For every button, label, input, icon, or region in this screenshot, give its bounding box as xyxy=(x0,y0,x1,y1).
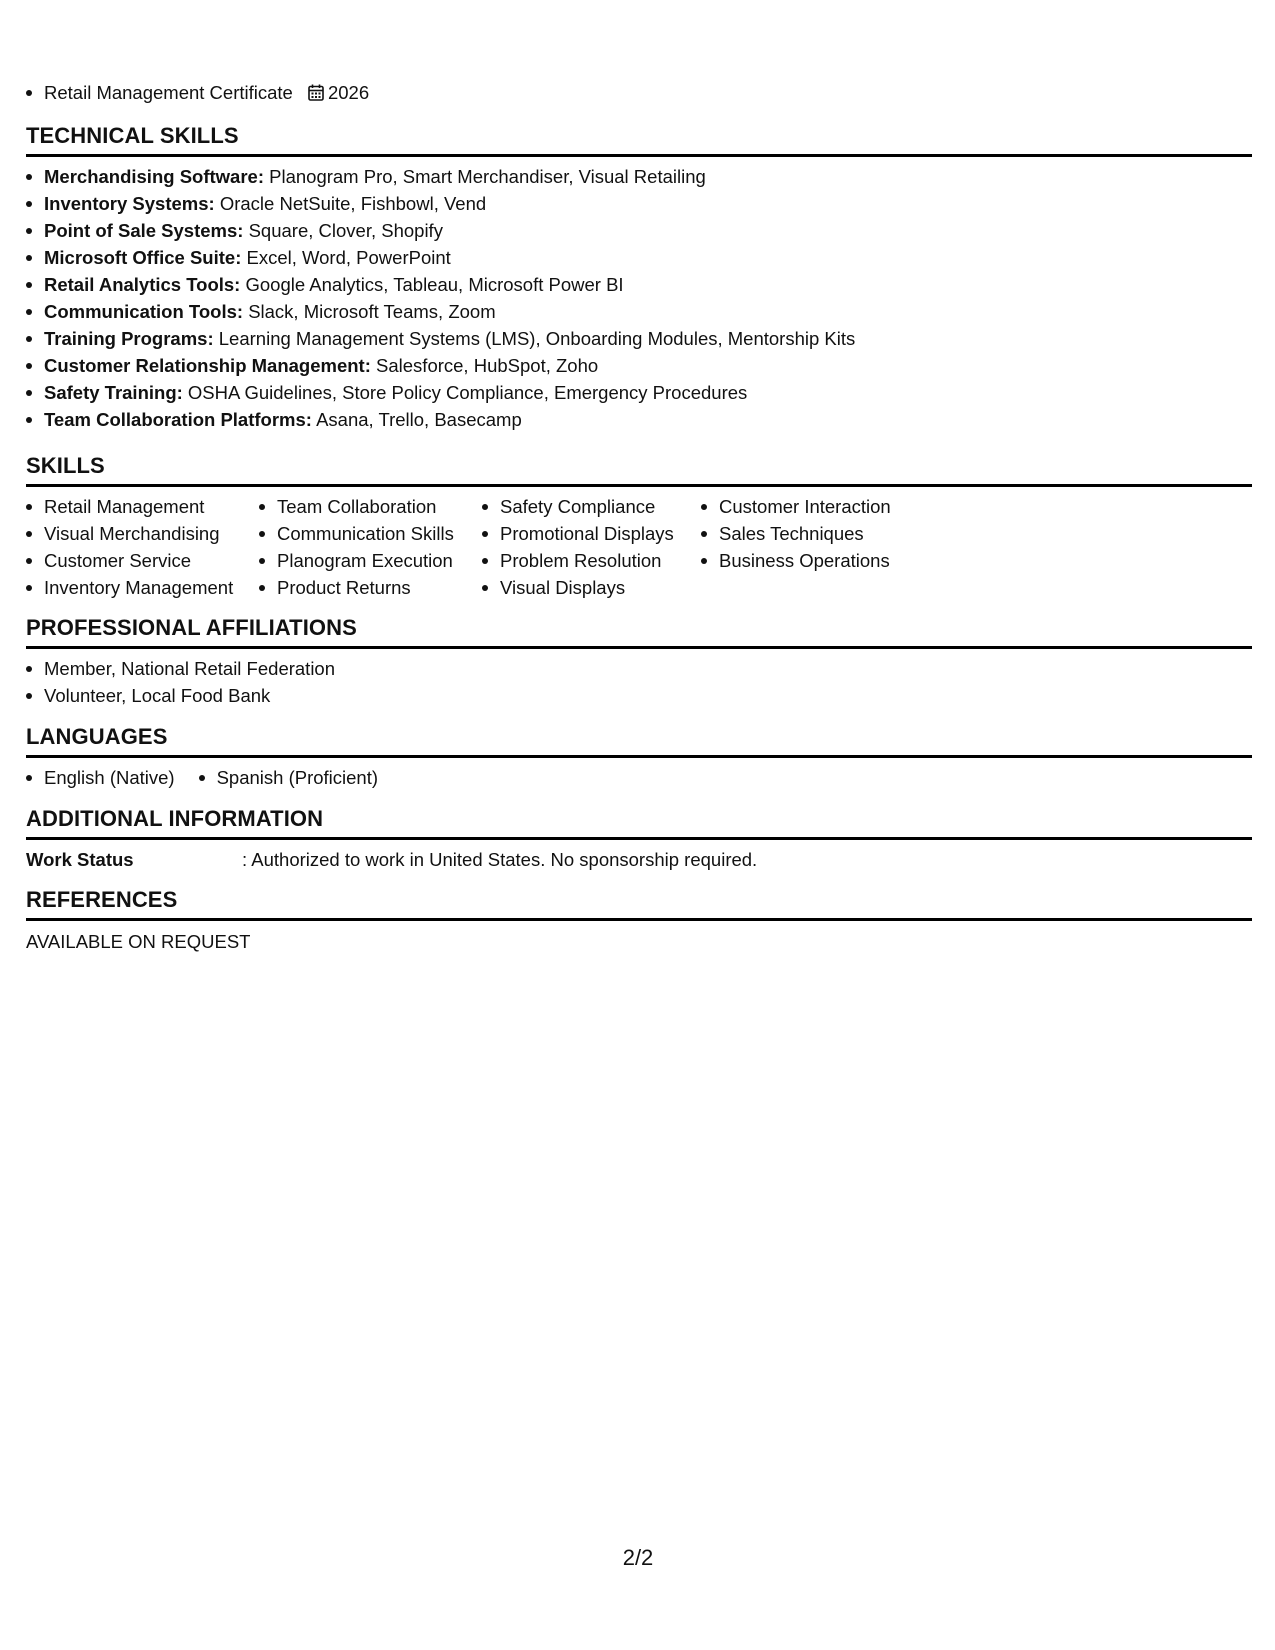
list-item: Planogram Execution xyxy=(259,547,482,574)
work-status-value: : Authorized to work in United States. No sponsorship required. xyxy=(242,849,758,870)
references-text: AVAILABLE ON REQUEST xyxy=(26,931,251,952)
certification-year: 2026 xyxy=(327,82,370,103)
languages-heading: LANGUAGES xyxy=(26,724,1252,758)
skill-values: Google Analytics, Tableau, Microsoft Power BI xyxy=(245,274,624,295)
skill-category: Communication Tools: xyxy=(44,301,244,322)
skill-values: Excel, Word, PowerPoint xyxy=(246,247,451,268)
list-item xyxy=(26,325,855,352)
skills-column xyxy=(482,493,701,601)
certification-date xyxy=(308,79,369,108)
skill-category: Microsoft Office Suite: xyxy=(44,247,242,268)
skill-values: Oracle NetSuite, Fishbowl, Vend xyxy=(219,193,487,214)
list-item: Problem Resolution xyxy=(482,547,701,574)
list-item: Sales Techniques xyxy=(701,520,921,547)
list-item: Inventory Management xyxy=(26,574,259,601)
list-item xyxy=(26,352,855,379)
list-item: Spanish (Proficient) xyxy=(199,764,378,791)
skill-category: Safety Training: xyxy=(44,382,183,403)
skill-category: Retail Analytics Tools: xyxy=(44,274,241,295)
list-item xyxy=(26,163,855,190)
skill-values: Square, Clover, Shopify xyxy=(248,220,443,241)
list-item xyxy=(26,298,855,325)
skill-category: Team Collaboration Platforms: xyxy=(44,409,312,430)
skill-values: Salesforce, HubSpot, Zoho xyxy=(376,355,599,376)
list-item xyxy=(26,217,855,244)
technical-skills-heading: TECHNICAL SKILLS xyxy=(26,123,1252,157)
list-item: Safety Compliance xyxy=(482,493,701,520)
skill-category: Training Programs: xyxy=(44,328,214,349)
list-item: Volunteer, Local Food Bank xyxy=(26,682,335,709)
list-item: Member, National Retail Federation xyxy=(26,655,335,682)
skill-category: Point of Sale Systems: xyxy=(44,220,244,241)
skill-category: Customer Relationship Management: xyxy=(44,355,371,376)
additional-information-heading: ADDITIONAL INFORMATION xyxy=(26,806,1252,840)
skills-heading: SKILLS xyxy=(26,453,1252,487)
skills-grid xyxy=(26,493,921,601)
skill-values: Planogram Pro, Smart Merchandiser, Visual Retailing xyxy=(269,166,706,187)
list-item: Team Collaboration xyxy=(259,493,482,520)
list-item xyxy=(26,406,855,433)
skills-column xyxy=(26,493,259,601)
list-item xyxy=(26,271,855,298)
list-item xyxy=(26,190,855,217)
skill-category: Merchandising Software: xyxy=(44,166,264,187)
skill-values: Asana, Trello, Basecamp xyxy=(316,409,522,430)
skill-values: OSHA Guidelines, Store Policy Compliance, Emergency Procedures xyxy=(187,382,748,403)
resume-page xyxy=(26,0,1250,1650)
page-number: 2/2 xyxy=(622,1545,654,1570)
list-item: Communication Skills xyxy=(259,520,482,547)
skill-values: Slack, Microsoft Teams, Zoom xyxy=(248,301,496,322)
skills-column xyxy=(259,493,482,601)
list-item: Customer Interaction xyxy=(701,493,921,520)
list-item: Promotional Displays xyxy=(482,520,701,547)
work-status-row xyxy=(26,846,757,873)
list-item: English (Native) xyxy=(26,764,175,791)
list-item xyxy=(26,244,855,271)
skill-category: Inventory Systems: xyxy=(44,193,215,214)
affiliations-list xyxy=(26,655,335,709)
certification-name: Retail Management Certificate xyxy=(44,82,293,103)
list-item: Customer Service xyxy=(26,547,259,574)
technical-skills-list xyxy=(26,163,855,433)
affiliations-heading: PROFESSIONAL AFFILIATIONS xyxy=(26,615,1252,649)
list-item xyxy=(26,379,855,406)
skill-values: Learning Management Systems (LMS), Onboarding Modules, Mentorship Kits xyxy=(218,328,856,349)
list-item xyxy=(26,79,369,108)
list-item: Product Returns xyxy=(259,574,482,601)
certifications-list xyxy=(26,79,369,108)
list-item: Visual Merchandising xyxy=(26,520,259,547)
calendar-icon xyxy=(308,81,324,108)
list-item: Visual Displays xyxy=(482,574,701,601)
skills-column xyxy=(701,493,921,601)
list-item: Retail Management xyxy=(26,493,259,520)
references-heading: REFERENCES xyxy=(26,887,1252,921)
work-status-label: Work Status xyxy=(26,849,134,870)
list-item: Business Operations xyxy=(701,547,921,574)
languages-list xyxy=(26,764,402,791)
